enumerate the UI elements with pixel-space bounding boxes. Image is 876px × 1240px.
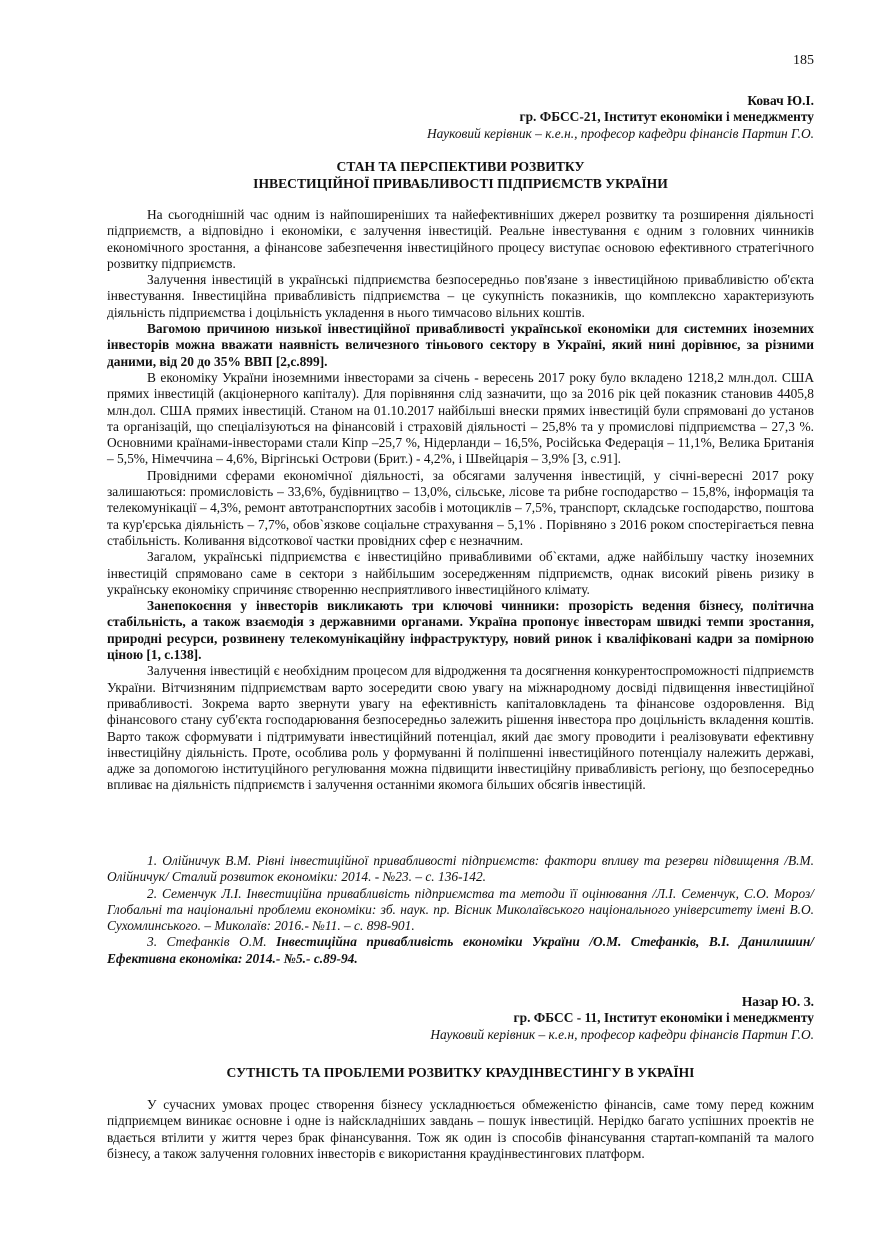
paragraph-bold: Вагомою причиною низької інвестиційної привабливості української економіки для системних іноземних інвесторів можна вважати наявність величезного тіньового сектору в Україні, який нині дорівнює, за різними даними, від 20 до 35% ВВП [2,с.899]. xyxy=(107,321,814,369)
author-name: Назар Ю. З. xyxy=(741,994,814,1009)
author-affiliation: гр. ФБСС - 11, Інститут економіки і менеджменту xyxy=(513,1010,814,1026)
page-number: 185 xyxy=(793,53,814,68)
paragraph: У сучасних умовах процес створення бізнесу ускладнюється обмеженістю фінансів, саме тому перед кожним підприємцем виникає основне і одне із найскладніших завдань – пошук інвестицій. Нерідко багато успішних проектів не вдається втілити у життя через брак фінансування. Тож як один із способів фінансування стартап-компаній та малого бізнесу, а також залучення головних інвесторів є використання краудінвестингових платформ. xyxy=(107,1097,814,1161)
paragraph: На сьогоднішній час одним із найпоширеніших та найефективніших джерел розвитку та розширення діяльності підприємств, а відповідно і економіки, є залучення інвестицій. Реальне інвестування є одним з головних чинників економічного зростання, а фінансове забезпечення інвестиційного процесу виступає основою ефективного стратегічного розвитку підприємств. xyxy=(107,207,814,271)
article1-body xyxy=(107,207,814,794)
references xyxy=(107,853,814,967)
reference-title: Інвестиційна привабливість економіки України /О.М. Стефанків, В.І. Данилишин/ Ефективна економіка: 2014.- №5.- с.89-94. xyxy=(107,934,814,966)
author-name: Ковач Ю.І. xyxy=(747,93,814,108)
paragraph: В економіку України іноземними інвесторами за січень - вересень 2017 року було вкладено 1218,2 млн.дол. США прямих інвестицій (акціонерного капіталу). Для порівняння слід зазначити, що за 2016 рік цей показник становив 4405,8 млн.дол. США прямих інвестицій. Станом на 01.10.2017 найбільші внески прямих інвестицій були спрямовані до установ та організацій, що спеціалізуються на фінансовій і страховій діяльності – 25,8% та у промислові підприємства – 27,3 %. Основними країнами-інвесторами стали Кіпр –25,7 %, Нідерланди – 16,5%, Російська Федерація – 11,1%, Велика Британія – 5,5%, Німеччина – 4,6%, Віргінські Острови (Брит.) - 4,2%, і Швейцарія – 3,9% [3, с.91]. xyxy=(107,369,814,467)
reference-item: 1. Олійничук В.М. Рівні інвестиційної привабливості підприємств: фактори впливу та резерви підвищення /В.М. Олійничук/ Сталий розвиток економіки: 2014. - №23. – с. 136-142. xyxy=(107,853,814,885)
supervisor: Науковий керівник – к.е.н., професор кафедри фінансів Партин Г.О. xyxy=(426,125,814,141)
paragraph: Залучення інвестицій є необхідним процесом для відродження та досягнення конкурентоспроможності підприємств України. Вітчизняним підприємствам варто зосередити свою увагу на міжнародному досвіді підвищення інвестиційної привабливості. Зокрема варто звернути увагу на ефективність капіталовкладень та фінансове оздоровлення. Від фінансового стану суб'єкта господарювання безпосередньо залежить рішення інвестора про доцільність вкладення коштів. Варто також сформувати і підтримувати інвестиційний потенціал, який дає змогу проводити і реалізовувати ефективну інвестиційну діяльність. Проте, особлива роль у формуванні й поліпшенні інвестиційного потенціалу належить державі, адже за допомогою інституційного регулювання можна підвищити інвестиційну привабливість регіону, що безпосередньо впливає на діяльність підприємств і залучення останніми якомога більших обсягів інвестицій. xyxy=(107,663,814,793)
article1-title xyxy=(107,158,814,192)
title-line: СТАН ТА ПЕРСПЕКТИВИ РОЗВИТКУ xyxy=(336,159,585,174)
reference-item: 2. Семенчук Л.І. Інвестиційна привабливість підприємства та методи її оцінювання /Л.І. Семенчук, С.О. Мороз/ Глобальні та національні проблеми економіки: зб. наук. пр. Вісник Миколаївського національного університету імені В.О. Сухомлинського. – Миколаїв: 2016.- №11. – с. 898-901. xyxy=(107,885,814,934)
paragraph: Провідними сферами економічної діяльності, за обсягами залучення інвестицій, у січні-вересні 2017 року залишаються: промисловість – 33,6%, будівництво – 13,0%, сільське, лісове та рибне господарство – 15,8%, інформація та телекомунікації – 4,3%, ремонт автотранспортних засобів і мотоциклів – 7,5%, транспорт, складське господарство, поштова та кур'єрська діяльність – 7,7%, обов`язкове соціальне страхування – 5,1% . Порівняно з 2016 роком спостерігається певна стабільність. Коливання відсоткової частки провідних сфер є незначним. xyxy=(107,467,814,548)
paragraph: Загалом, українські підприємства є інвестиційно привабливими об`єктами, адже найбільшу частку іноземних інвестицій спрямовано саме в сектори з найбільшим зосередженням підприємств, однак високий рівень ризику в українську економіку спричиняє створенню несприятливого інвестиційного клімату. xyxy=(107,549,814,597)
article2-header xyxy=(107,994,814,1043)
article2-title: СУТНІСТЬ ТА ПРОБЛЕМИ РОЗВИТКУ КРАУДІНВЕСТИНГУ В УКРАЇНІ xyxy=(226,1065,695,1080)
supervisor: Науковий керівник – к.е.н, професор кафедри фінансів Партин Г.О. xyxy=(430,1026,814,1042)
title-line: ІНВЕСТИЦІЙНОЇ ПРИВАБЛИВОСТІ ПІДПРИЄМСТВ УКРАЇНИ xyxy=(253,176,668,191)
paragraph: Залучення інвестицій в українські підприємства безпосередньо пов'язане з інвестиційною привабливістю об'єкта інвестування. Інвестиційна привабливість підприємства – це сукупність показників, що комплексно характеризують діяльність підприємства і доцільність укладення в нього тимчасово вільних коштів. xyxy=(107,272,814,320)
reference-item xyxy=(107,934,814,967)
paragraph-bold: Занепокоєння у інвесторів викликають три ключові чинники: прозорість ведення бізнесу, політична стабільність, а також взаємодія з державними органами. Україна пропонує інвесторам швидкі темпи зростання, природні ресурси, розвинену телекомунікаційну інфраструктуру, новий ринок і кваліфіковані кадри за помірною ціною [1, с.138]. xyxy=(107,598,814,663)
author-affiliation: гр. ФБСС-21, Інститут економіки і менеджменту xyxy=(519,109,814,125)
reference-author: 3. Стефанків О.М. xyxy=(147,934,277,950)
article1-header xyxy=(107,93,814,142)
article2-body xyxy=(107,1097,814,1162)
